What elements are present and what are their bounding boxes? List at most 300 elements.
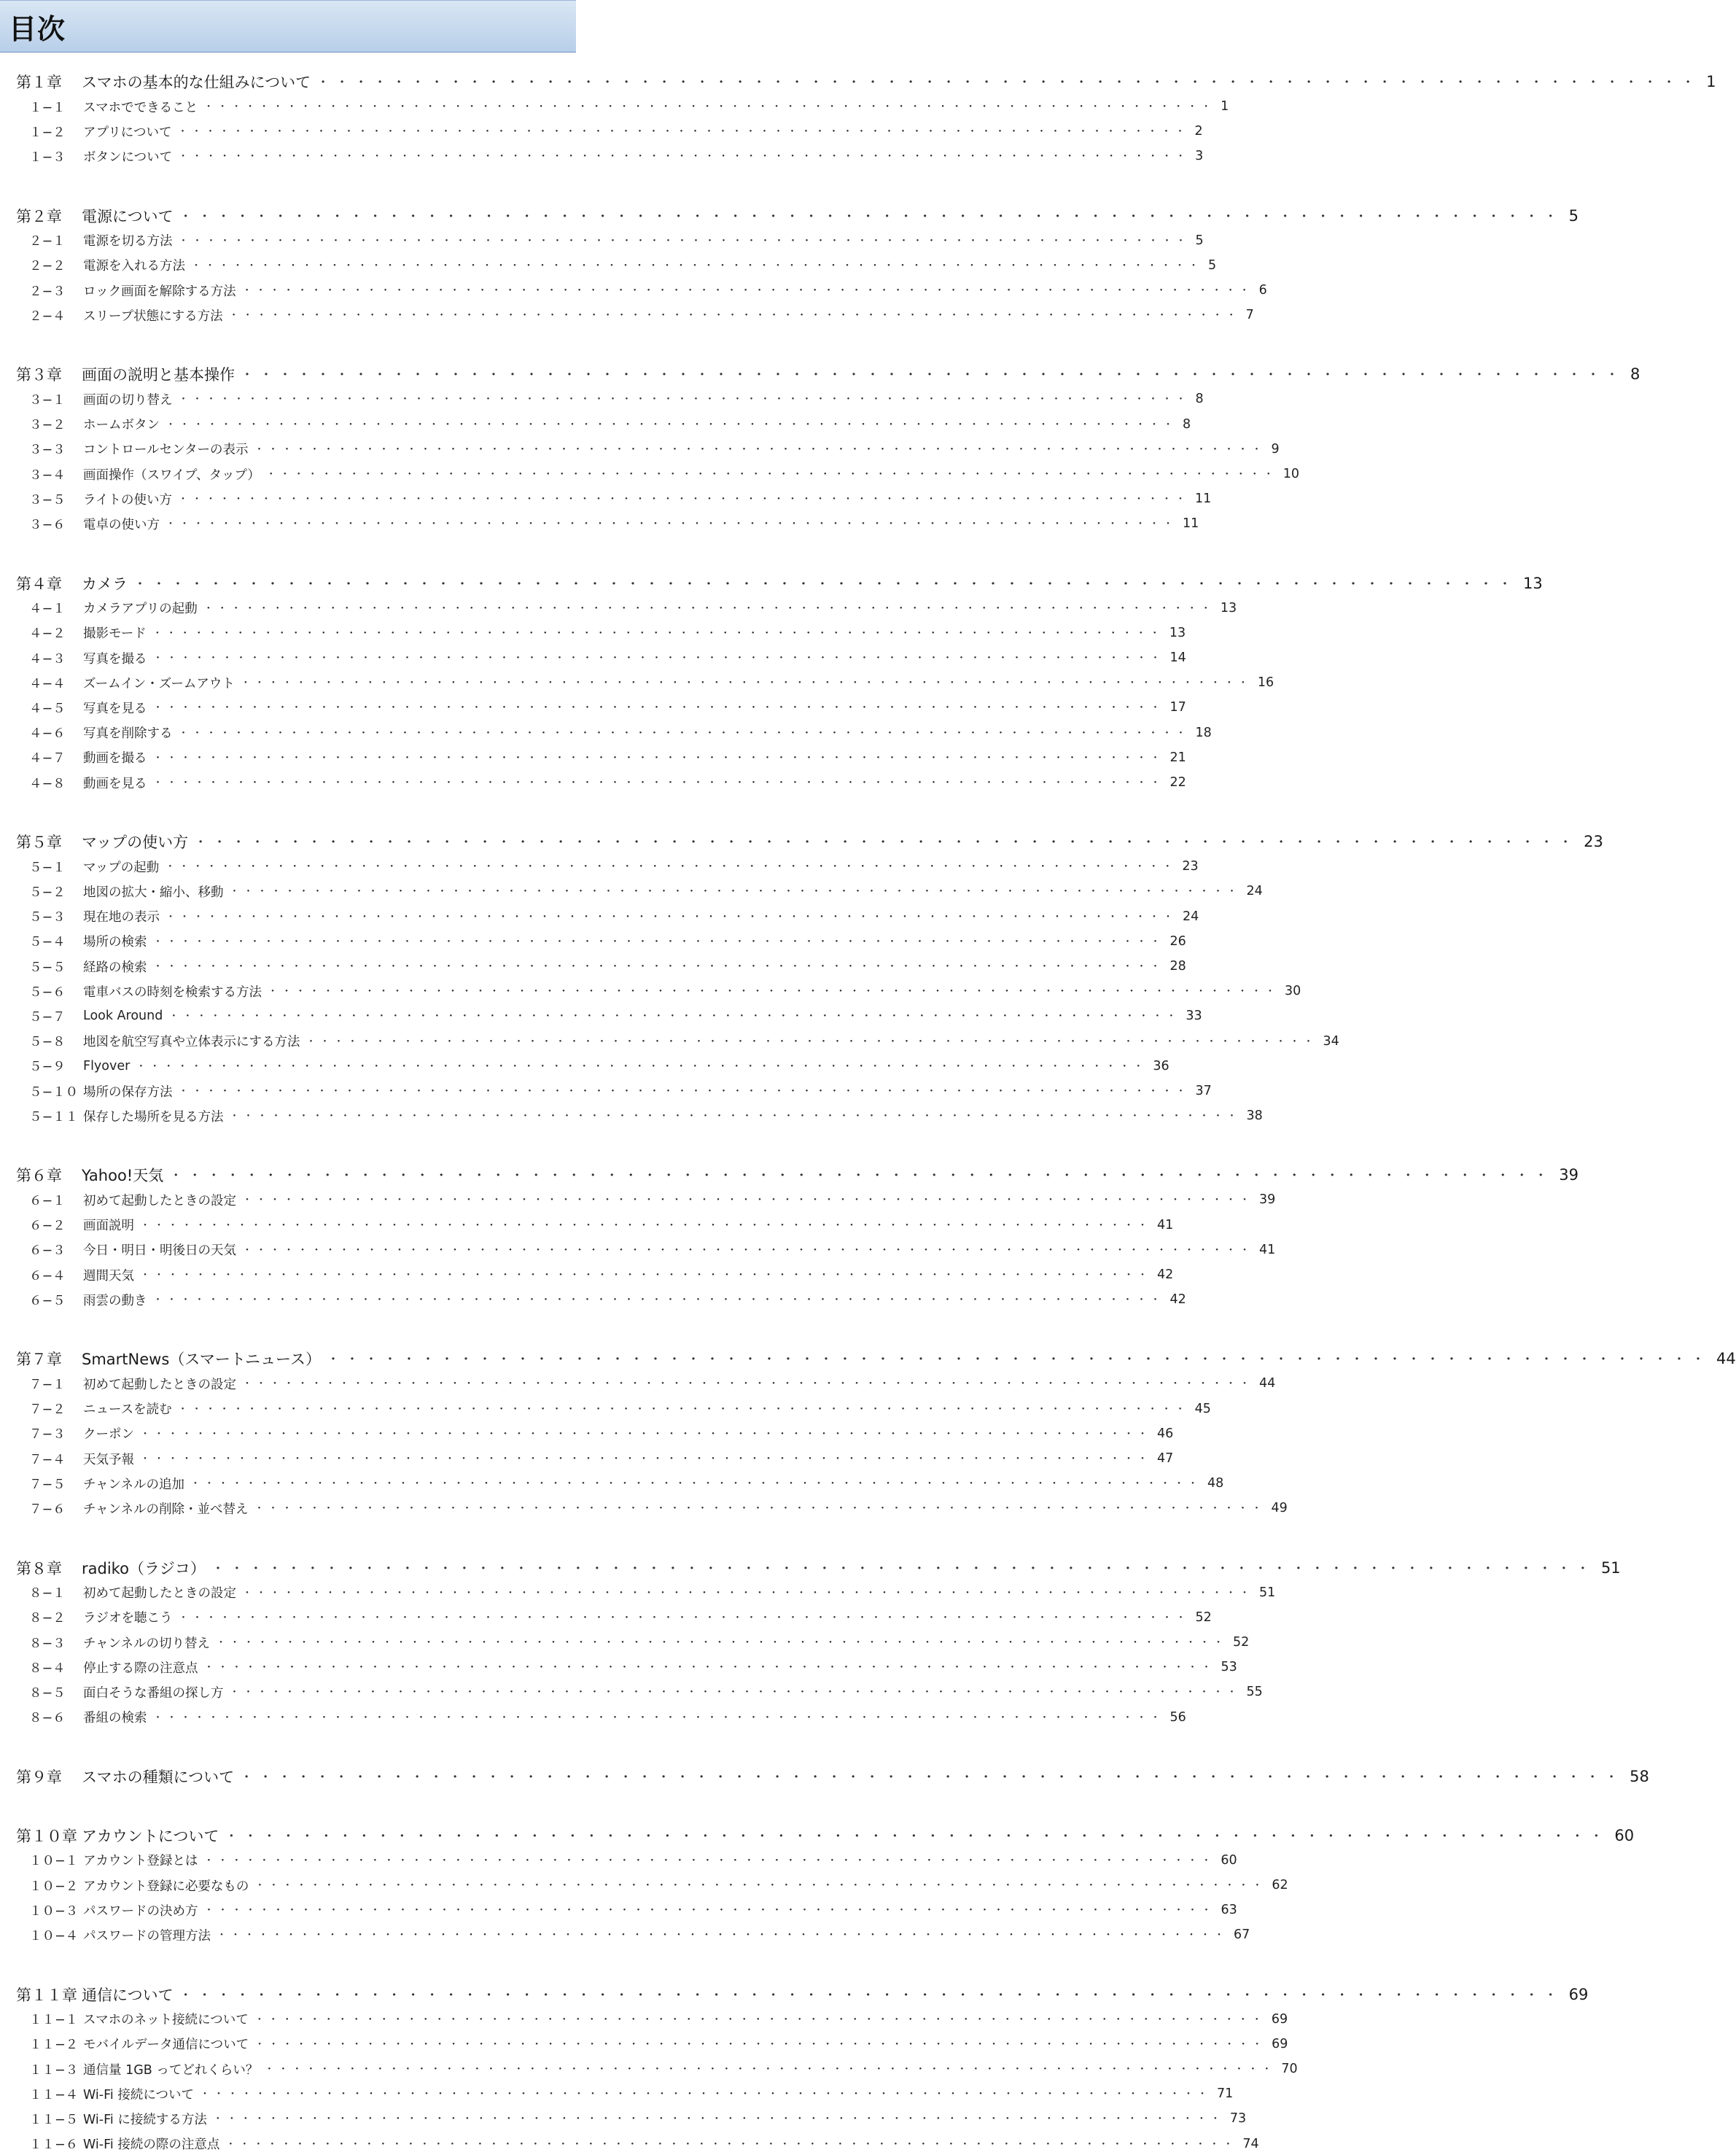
section-page-number: 17 [1169, 700, 1186, 715]
section-row [0, 1189, 1276, 1211]
section-row [0, 597, 1237, 619]
leader-dots: ・・・・・・・・・・・・・・・・・・・・・・・・・・・・・・・・・・・・・・・・・・・・・・・・・・・・・・・・・・・・・・・・・・・・・・・・・ [166, 519, 1177, 531]
section-page-number: 9 [1271, 441, 1280, 457]
chapter-row [0, 572, 1543, 595]
leader-dots: ・・・・・・・・・・・・・・・・・・・・・・・・・・・・・・・・・・・・・・・・・・・・・・・・・・・・・・・・・・・・・・・・・・・・・・・・・ [178, 235, 1190, 247]
leader-dots: ・・・・・・・・・・・・・・・・・・・・・・・・・・・・・・・・・・・・・・・・・・・・・・・・・・・・・・・・・・・・・・・・・・・・・・・・・ [152, 752, 1164, 764]
chapter-page-number: 60 [1614, 1826, 1635, 1844]
leader-dots: ・・・・・・・・・・・・・・・・・・・・・・・・・・・・・・・・・・・・・・・・・・・・・・・・・・・・・・・・・・・・・・・・・・・・・・・・・ [178, 394, 1190, 406]
chapter-row [0, 1983, 1589, 2006]
section-page-number: 7 [1245, 308, 1254, 323]
section-title: パスワードの決め方 [83, 1903, 198, 1919]
section-title: 保存した場所を見る方法 [83, 1109, 224, 1125]
section-page-number: 30 [1285, 984, 1301, 999]
section-title: 動画を見る [83, 776, 147, 791]
section-row [0, 1497, 1288, 1519]
section-page-number: 74 [1242, 2136, 1259, 2151]
leader-dots: ・・・・・・・・・・・・・・・・・・・・・・・・・・・・・・・・・・・・・・・・・・・・・・・・・・・・・・・・・・・・・・・・・・・・・・・・・ [217, 1930, 1228, 1942]
section-row [0, 1030, 1339, 1052]
chapter-page-number: 51 [1600, 1558, 1621, 1577]
section-title: 天気予報 [83, 1452, 134, 1467]
section-title: 画面の切り替え [83, 392, 173, 408]
section-title: チャンネルの追加 [83, 1477, 184, 1492]
section-title: アカウント登録とは [83, 1854, 198, 1869]
leader-dots: ・・・・・・・・・・・・・・・・・・・・・・・・・・・・・・・・・・・・・・・・・・・・・・・・・・・・・・・・・・・・・・・・・・・・・・・・・ [229, 886, 1241, 898]
section-number: ４−２ [29, 626, 66, 642]
leader-dots: ・・・・・・・・・・・・・・・・・・・・・・・・・・・・・・・・・・・・・・・・・・・・・・・・・・・・・・・・・・・・・・・・・・・・・・・・・ [242, 1587, 1253, 1599]
section-title: チャンネルの切り替え [83, 1636, 210, 1651]
section-page-number: 16 [1257, 675, 1274, 691]
chapter-number: 第１０章 [16, 1827, 77, 1845]
section-number: ２−３ [29, 284, 66, 299]
section-title: 写真を削除する [83, 726, 173, 742]
section-number: ３−４ [29, 467, 66, 483]
section-row [0, 1264, 1174, 1286]
chapter-number: 第９章 [16, 1768, 62, 1786]
section-page-number: 60 [1221, 1852, 1237, 1868]
section-title: 現在地の表示 [83, 910, 160, 925]
title-bar [0, 0, 576, 53]
section-row [0, 279, 1267, 301]
section-page-number: 1 [1221, 99, 1229, 114]
section-number: ７−５ [29, 1477, 66, 1492]
leader-dots: ・・・・・・・・・・・・・・・・・・・・・・・・・・・・・・・・・・・・・・・・・・・・・・・・・・・・・・・・・・・・・・・・・・・・・・・・・ [254, 1503, 1266, 1515]
leader-dots: ・・・・・・・・・・・・・・・・・・・・・・・・・・・・・・・・・・・・・・・・・・・・・・・・・・・・・・・・・・・・・・・・・・・・・・・・・ [203, 1662, 1215, 1674]
section-number: ３−１ [29, 392, 66, 408]
section-row [0, 145, 1204, 167]
section-page-number: 47 [1157, 1451, 1174, 1466]
chapter-number: 第１１章 [16, 1986, 77, 2004]
section-page-number: 33 [1186, 1009, 1202, 1024]
section-row [0, 1239, 1276, 1261]
section-title: 地図を航空写真や立体表示にする方法 [83, 1035, 300, 1050]
leader-dots: ・・・・・・・・・・・・・・・・・・・・・・・・・・・・・・・・・・・・・・・・・・・・・・・・・・・・・・・・・・・・・・・・・・・・・・・・・ [191, 260, 1202, 272]
leader-dots: ・・・・・・・・・・・・・・・・・・・・・・・・・・・・・・・・・・・・・・・・・・・・・・・・・・・・・・・・・・・・・・・・・・・・・・・・・ [229, 1687, 1241, 1699]
section-number: ４−８ [29, 776, 66, 791]
section-page-number: 24 [1183, 909, 1199, 924]
section-row [0, 1924, 1250, 1946]
leader-dots: ・・・・・・・・・・・・・・・・・・・・・・・・・・・・・・・・・・・・・・・・・・・・・・・・・・・・・・・・・・・・・・・・・・・・・・・・・ [254, 2038, 1266, 2051]
section-row [0, 1656, 1237, 1678]
section-page-number: 52 [1232, 1635, 1250, 1650]
section-title: ロック画面を解除する方法 [83, 284, 236, 299]
section-number: ７−４ [29, 1452, 66, 1467]
leader-dots: ・・・・・・・・・・・・・・・・・・・・・・・・・・・・・・・・・・・・・・・・・・・・・・・・・・・・・・・・・・・・・・・・・・・・・・・・・ [211, 1561, 1595, 1577]
leader-dots: ・・・・・・・・・・・・・・・・・・・・・・・・・・・・・・・・・・・・・・・・・・・・・・・・・・・・・・・・・・・・・・・・・・・・・・・・・ [268, 986, 1279, 998]
chapter-number: 第１章 [16, 74, 62, 91]
chapter-number: 第５章 [16, 834, 62, 852]
section-number: １−２ [29, 125, 66, 140]
section-page-number: 38 [1246, 1108, 1263, 1124]
section-number: ３−５ [29, 492, 66, 508]
chapter-page-number: 13 [1523, 574, 1543, 592]
section-number: ５−１０ [29, 1084, 79, 1100]
section-number: ７−２ [29, 1402, 66, 1418]
leader-dots: ・・・・・・・・・・・・・・・・・・・・・・・・・・・・・・・・・・・・・・・・・・・・・・・・・・・・・・・・・・・・・・・・・・・・・・・・・ [152, 653, 1164, 664]
section-row [0, 955, 1186, 977]
section-number: ４−７ [29, 751, 66, 766]
page-title: 目次 [9, 13, 66, 45]
section-number: ５−１１ [29, 1109, 79, 1125]
leader-dots: ・・・・・・・・・・・・・・・・・・・・・・・・・・・・・・・・・・・・・・・・・・・・・・・・・・・・・・・・・・・・・・・・・・・・・・・・・ [305, 1036, 1317, 1048]
section-page-number: 49 [1271, 1501, 1288, 1516]
section-row [0, 488, 1212, 510]
leader-dots: ・・・・・・・・・・・・・・・・・・・・・・・・・・・・・・・・・・・・・・・・・・・・・・・・・・・・・・・・・・・・・・・・・・・・・・・・・ [178, 727, 1190, 739]
chapter-page-number: 8 [1630, 365, 1640, 384]
leader-dots: ・・・・・・・・・・・・・・・・・・・・・・・・・・・・・・・・・・・・・・・・・・・・・・・・・・・・・・・・・・・・・・・・・・・・・・・・・ [254, 1880, 1266, 1892]
section-number: １１−１ [29, 2013, 79, 2028]
chapter-title: スマホの種類について [82, 1768, 235, 1786]
section-row [0, 855, 1199, 877]
section-page-number: 34 [1323, 1033, 1339, 1049]
section-number: ８−４ [29, 1661, 66, 1676]
section-page-number: 10 [1282, 467, 1300, 481]
section-number: １１−４ [29, 2087, 79, 2102]
section-row [0, 722, 1212, 744]
section-title: 週間天気 [83, 1268, 134, 1284]
section-page-number: 45 [1194, 1401, 1211, 1416]
section-title: 電卓の使い方 [83, 517, 160, 532]
section-title: ライトの使い方 [83, 492, 172, 508]
section-number: １−３ [29, 150, 66, 165]
section-page-number: 11 [1183, 516, 1199, 532]
section-page-number: 22 [1169, 775, 1186, 790]
leader-dots: ・・・・・・・・・・・・・・・・・・・・・・・・・・・・・・・・・・・・・・・・・・・・・・・・・・・・・・・・・・・・・・・・・・・・・・・・・ [133, 576, 1517, 592]
section-title: 場所の検索 [83, 935, 147, 950]
section-number: ７−３ [29, 1427, 66, 1443]
section-row [0, 1080, 1212, 1102]
leader-dots: ・・・・・・・・・・・・・・・・・・・・・・・・・・・・・・・・・・・・・・・・・・・・・・・・・・・・・・・・・・・・・・・・・・・・・・・・・ [316, 75, 1701, 90]
section-row [0, 931, 1186, 952]
section-title: マップの起動 [83, 860, 160, 875]
section-number: ５−９ [29, 1060, 66, 1075]
section-row [0, 1372, 1276, 1394]
section-row [0, 2033, 1288, 2055]
section-row [0, 1874, 1288, 1896]
section-page-number: 53 [1221, 1660, 1237, 1675]
section-row [0, 672, 1274, 694]
leader-dots: ・・・・・・・・・・・・・・・・・・・・・・・・・・・・・・・・・・・・・・・・・・・・・・・・・・・・・・・・・・・・・・・・・・・・・・・・・ [178, 151, 1190, 163]
leader-dots: ・・・・・・・・・・・・・・・・・・・・・・・・・・・・・・・・・・・・・・・・・・・・・・・・・・・・・・・・・・・・・・・・・・・・・・・・・ [242, 1244, 1253, 1257]
section-number: ８−２ [29, 1611, 66, 1626]
section-row [0, 1398, 1211, 1420]
section-number: ５−１ [29, 860, 66, 875]
leader-dots: ・・・・・・・・・・・・・・・・・・・・・・・・・・・・・・・・・・・・・・・・・・・・・・・・・・・・・・・・・・・・・・・・・・・・・・・・・ [152, 777, 1164, 789]
chapter-title: マップの使い方 [82, 834, 189, 852]
leader-dots: ・・・・・・・・・・・・・・・・・・・・・・・・・・・・・・・・・・・・・・・・・・・・・・・・・・・・・・・・・・・・・・・・・・・・・・・・・ [190, 1478, 1202, 1491]
leader-dots: ・・・・・・・・・・・・・・・・・・・・・・・・・・・・・・・・・・・・・・・・・・・・・・・・・・・・・・・・・・・・・・・・・・・・・・・・・ [152, 936, 1164, 948]
leader-dots: ・・・・・・・・・・・・・・・・・・・・・・・・・・・・・・・・・・・・・・・・・・・・・・・・・・・・・・・・・・・・・・・・・・・・・・・・・ [199, 2089, 1211, 2101]
leader-dots: ・・・・・・・・・・・・・・・・・・・・・・・・・・・・・・・・・・・・・・・・・・・・・・・・・・・・・・・・・・・・・・・・・・・・・・・・・ [178, 1086, 1190, 1098]
section-page-number: 62 [1272, 1878, 1288, 1892]
leader-dots: ・・・・・・・・・・・・・・・・・・・・・・・・・・・・・・・・・・・・・・・・・・・・・・・・・・・・・・・・・・・・・・・・・・・・・・・・・ [177, 126, 1189, 139]
section-page-number: 11 [1194, 492, 1212, 507]
leader-dots: ・・・・・・・・・・・・・・・・・・・・・・・・・・・・・・・・・・・・・・・・・・・・・・・・・・・・・・・・・・・・・・・・・・・・・・・・・ [152, 627, 1164, 640]
leader-dots: ・・・・・・・・・・・・・・・・・・・・・・・・・・・・・・・・・・・・・・・・・・・・・・・・・・・・・・・・・・・・・・・・・・・・・・・・・ [166, 911, 1177, 923]
chapter-title: radiko（ラジコ） [82, 1559, 206, 1577]
section-title: 場所の保存方法 [83, 1084, 173, 1100]
section-number: １０−２ [29, 1879, 79, 1894]
section-page-number: 69 [1272, 2036, 1288, 2051]
section-title: 今日・明日・明後日の天気 [83, 1243, 236, 1259]
section-page-number: 2 [1194, 124, 1203, 139]
section-title: アプリについて [83, 125, 172, 140]
section-row [0, 1607, 1212, 1628]
section-page-number: 71 [1216, 2086, 1234, 2102]
chapter-title: アカウントについて [82, 1827, 219, 1845]
section-row [0, 96, 1229, 117]
section-page-number: 13 [1220, 600, 1237, 616]
section-number: ２−２ [29, 259, 66, 274]
section-number: １１−５ [29, 2112, 79, 2127]
chapter-page-number: 23 [1584, 833, 1603, 851]
section-row [0, 230, 1204, 252]
section-title: モバイルデータ通信について [83, 2038, 249, 2053]
chapter-number: 第８章 [16, 1559, 62, 1577]
section-title: 画面操作（スワイプ、タップ） [83, 467, 260, 483]
section-title: 番組の検索 [83, 1711, 147, 1726]
section-number: ６−５ [29, 1293, 66, 1308]
section-number: １１−６ [29, 2137, 79, 2153]
chapter-row [0, 1824, 1635, 1847]
leader-dots: ・・・・・・・・・・・・・・・・・・・・・・・・・・・・・・・・・・・・・・・・・・・・・・・・・・・・・・・・・・・・・・・・・・・・・・・・・ [240, 1769, 1624, 1785]
section-row [0, 1448, 1174, 1469]
chapter-row [0, 70, 1716, 93]
section-title: Wi-Fi 接続について [83, 2087, 194, 2102]
leader-dots: ・・・・・・・・・・・・・・・・・・・・・・・・・・・・・・・・・・・・・・・・・・・・・・・・・・・・・・・・・・・・・・・・・・・・・・・・・ [165, 861, 1177, 874]
section-title: 停止する際の注意点 [83, 1661, 198, 1676]
section-title: 地図の拡大・縮小、移動 [83, 885, 224, 900]
section-number: ８−３ [29, 1636, 66, 1651]
section-page-number: 23 [1182, 859, 1199, 874]
section-number: ５−７ [29, 1009, 66, 1025]
chapter-page-number: 44 [1716, 1350, 1736, 1368]
chapter-row [0, 830, 1603, 853]
section-title: スマホのネット接続について [83, 2013, 249, 2028]
chapter-number: 第７章 [16, 1351, 62, 1369]
section-number: １１−３ [29, 2062, 79, 2078]
section-number: ５−８ [29, 1035, 66, 1050]
section-page-number: 42 [1169, 1292, 1186, 1308]
section-page-number: 28 [1169, 959, 1186, 974]
section-row [0, 1289, 1186, 1311]
section-page-number: 41 [1259, 1242, 1276, 1257]
section-number: ５−２ [29, 885, 66, 900]
section-row [0, 304, 1254, 326]
section-row [0, 2083, 1234, 2105]
chapter-page-number: 1 [1706, 73, 1716, 90]
section-title: ボタンについて [83, 150, 173, 165]
chapter-row [0, 204, 1579, 228]
section-page-number: 39 [1259, 1192, 1276, 1208]
section-title: 写真を見る [83, 701, 147, 716]
section-number: ６−２ [29, 1219, 66, 1234]
section-title: 画面説明 [83, 1219, 134, 1234]
section-row [0, 906, 1199, 928]
section-row [0, 1681, 1263, 1703]
section-page-number: 52 [1195, 1610, 1212, 1625]
section-title: コントロールセンターの表示 [83, 443, 249, 458]
section-number: ４−４ [29, 676, 66, 691]
section-page-number: 8 [1183, 416, 1191, 432]
section-number: １０−４ [29, 1928, 79, 1944]
leader-dots: ・・・・・・・・・・・・・・・・・・・・・・・・・・・・・・・・・・・・・・・・・・・・・・・・・・・・・・・・・・・・・・・・・・・・・・・・・ [168, 1011, 1180, 1023]
section-title: 雨雲の動き [83, 1293, 147, 1308]
leader-dots: ・・・・・・・・・・・・・・・・・・・・・・・・・・・・・・・・・・・・・・・・・・・・・・・・・・・・・・・・・・・・・・・・・・・・・・・・・ [152, 1712, 1164, 1724]
leader-dots: ・・・・・・・・・・・・・・・・・・・・・・・・・・・・・・・・・・・・・・・・・・・・・・・・・・・・・・・・・・・・・・・・・・・・・・・・・ [242, 1378, 1253, 1391]
chapter-number: 第４章 [16, 575, 62, 593]
section-page-number: 18 [1195, 725, 1212, 740]
section-title: ラジオを聴こう [83, 1611, 173, 1626]
section-number: ６−４ [29, 1268, 66, 1284]
section-number: ２−１ [29, 234, 66, 249]
section-number: ４−６ [29, 726, 66, 742]
section-number: ５−６ [29, 985, 66, 1000]
section-number: ４−１ [29, 602, 66, 617]
section-row [0, 1706, 1186, 1728]
section-number: ８−６ [29, 1711, 66, 1726]
section-number: ３−３ [29, 443, 66, 458]
section-number: ５−５ [29, 960, 66, 975]
section-number: ６−１ [29, 1193, 66, 1208]
leader-dots: ・・・・・・・・・・・・・・・・・・・・・・・・・・・・・・・・・・・・・・・・・・・・・・・・・・・・・・・・・・・・・・・・・・・・・・・・・ [140, 1219, 1151, 1232]
section-page-number: 5 [1195, 233, 1204, 248]
chapter-row [0, 1163, 1579, 1187]
section-page-number: 73 [1229, 2111, 1247, 2127]
section-page-number: 56 [1169, 1709, 1186, 1725]
section-page-number: 3 [1195, 149, 1204, 164]
leader-dots: ・・・・・・・・・・・・・・・・・・・・・・・・・・・・・・・・・・・・・・・・・・・・・・・・・・・・・・・・・・・・・・・・・・・・・・・・・ [254, 2014, 1266, 2026]
leader-dots: ・・・・・・・・・・・・・・・・・・・・・・・・・・・・・・・・・・・・・・・・・・・・・・・・・・・・・・・・・・・・・・・・・・・・・・・・・ [136, 1060, 1148, 1073]
leader-dots: ・・・・・・・・・・・・・・・・・・・・・・・・・・・・・・・・・・・・・・・・・・・・・・・・・・・・・・・・・・・・・・・・・・・・・・・・・ [140, 1270, 1151, 1281]
section-row [0, 772, 1186, 793]
leader-dots: ・・・・・・・・・・・・・・・・・・・・・・・・・・・・・・・・・・・・・・・・・・・・・・・・・・・・・・・・・・・・・・・・・・・・・・・・・ [203, 602, 1215, 615]
section-page-number: 70 [1281, 2062, 1298, 2076]
section-title: パスワードの管理方法 [83, 1928, 211, 1944]
section-title: 経路の検索 [83, 960, 147, 975]
section-page-number: 14 [1169, 651, 1186, 665]
leader-dots: ・・・・・・・・・・・・・・・・・・・・・・・・・・・・・・・・・・・・・・・・・・・・・・・・・・・・・・・・・・・・・・・・・・・・・・・・・ [241, 285, 1253, 297]
section-row [0, 463, 1300, 485]
section-number: １０−１ [29, 1854, 79, 1869]
leader-dots: ・・・・・・・・・・・・・・・・・・・・・・・・・・・・・・・・・・・・・・・・・・・・・・・・・・・・・・・・・・・・・・・・・・・・・・・・・ [241, 368, 1624, 384]
section-title: Wi-Fi に接続する方法 [83, 2112, 207, 2127]
leader-dots: ・・・・・・・・・・・・・・・・・・・・・・・・・・・・・・・・・・・・・・・・・・・・・・・・・・・・・・・・・・・・・・・・・・・・・・・・・ [203, 101, 1215, 113]
section-row [0, 647, 1186, 669]
section-page-number: 5 [1208, 257, 1217, 273]
section-number: １１−２ [29, 2038, 79, 2053]
section-row [0, 1472, 1224, 1494]
section-row [0, 1423, 1174, 1445]
leader-dots: ・・・・・・・・・・・・・・・・・・・・・・・・・・・・・・・・・・・・・・・・・・・・・・・・・・・・・・・・・・・・・・・・・・・・・・・・・ [228, 310, 1240, 322]
leader-dots: ・・・・・・・・・・・・・・・・・・・・・・・・・・・・・・・・・・・・・・・・・・・・・・・・・・・・・・・・・・・・・・・・・・・・・・・・・ [203, 1855, 1215, 1867]
section-page-number: 48 [1207, 1476, 1224, 1491]
section-row [0, 1899, 1237, 1921]
section-page-number: 51 [1259, 1585, 1276, 1600]
chapter-title: 電源について [82, 207, 174, 225]
leader-dots: ・・・・・・・・・・・・・・・・・・・・・・・・・・・・・・・・・・・・・・・・・・・・・・・・・・・・・・・・・・・・・・・・・・・・・・・・・ [203, 1905, 1215, 1917]
leader-dots: ・・・・・・・・・・・・・・・・・・・・・・・・・・・・・・・・・・・・・・・・・・・・・・・・・・・・・・・・・・・・・・・・・・・・・・・・・ [265, 469, 1277, 481]
section-page-number: 26 [1169, 933, 1186, 949]
section-title: 通信量 1GB ってどれくらい？ [83, 2062, 259, 2078]
chapter-row [0, 1556, 1621, 1580]
section-number: ３−２ [29, 418, 66, 433]
section-row [0, 1631, 1250, 1653]
leader-dots: ・・・・・・・・・・・・・・・・・・・・・・・・・・・・・・・・・・・・・・・・・・・・・・・・・・・・・・・・・・・・・・・・・・・・・・・・・ [177, 1403, 1189, 1416]
chapter-page-number: 58 [1630, 1767, 1649, 1785]
section-row [0, 747, 1186, 769]
section-title: スマホでできること [83, 100, 198, 115]
section-row [0, 1214, 1174, 1236]
section-title: 電源を入れる方法 [83, 259, 185, 274]
chapter-title: 通信について [82, 1986, 174, 2004]
leader-dots: ・・・・・・・・・・・・・・・・・・・・・・・・・・・・・・・・・・・・・・・・・・・・・・・・・・・・・・・・・・・・・・・・・・・・・・・・・ [140, 1453, 1151, 1465]
leader-dots: ・・・・・・・・・・・・・・・・・・・・・・・・・・・・・・・・・・・・・・・・・・・・・・・・・・・・・・・・・・・・・・・・・・・・・・・・・ [179, 1987, 1563, 2003]
leader-dots: ・・・・・・・・・・・・・・・・・・・・・・・・・・・・・・・・・・・・・・・・・・・・・・・・・・・・・・・・・・・・・・・・・・・・・・・・・ [177, 494, 1189, 506]
section-number: ５−４ [29, 935, 66, 950]
section-page-number: 37 [1195, 1084, 1212, 1098]
leader-dots: ・・・・・・・・・・・・・・・・・・・・・・・・・・・・・・・・・・・・・・・・・・・・・・・・・・・・・・・・・・・・・・・・・・・・・・・・・ [152, 961, 1164, 973]
section-page-number: 44 [1259, 1376, 1276, 1391]
section-row [0, 120, 1203, 142]
section-page-number: 6 [1258, 283, 1267, 298]
section-row [0, 438, 1280, 460]
leader-dots: ・・・・・・・・・・・・・・・・・・・・・・・・・・・・・・・・・・・・・・・・・・・・・・・・・・・・・・・・・・・・・・・・・・・・・・・・・ [179, 209, 1563, 225]
leader-dots: ・・・・・・・・・・・・・・・・・・・・・・・・・・・・・・・・・・・・・・・・・・・・・・・・・・・・・・・・・・・・・・・・・・・・・・・・・ [212, 2113, 1224, 2126]
chapter-page-number: 69 [1568, 1985, 1589, 2003]
section-page-number: 8 [1195, 392, 1204, 407]
chapter-number: 第２章 [16, 207, 62, 225]
section-page-number: 24 [1246, 884, 1263, 899]
section-page-number: 41 [1157, 1217, 1174, 1232]
leader-dots: ・・・・・・・・・・・・・・・・・・・・・・・・・・・・・・・・・・・・・・・・・・・・・・・・・・・・・・・・・・・・・・・・・・・・・・・・・ [169, 1168, 1554, 1184]
section-page-number: 13 [1169, 625, 1186, 640]
section-title: ニュースを読む [83, 1402, 172, 1418]
section-page-number: 42 [1157, 1267, 1174, 1282]
leader-dots: ・・・・・・・・・・・・・・・・・・・・・・・・・・・・・・・・・・・・・・・・・・・・・・・・・・・・・・・・・・・・・・・・・・・・・・・・・ [254, 443, 1266, 456]
section-row [0, 2108, 1247, 2129]
leader-dots: ・・・・・・・・・・・・・・・・・・・・・・・・・・・・・・・・・・・・・・・・・・・・・・・・・・・・・・・・・・・・・・・・・・・・・・・・・ [152, 702, 1164, 715]
section-title: 撮影モード [83, 626, 147, 642]
leader-dots: ・・・・・・・・・・・・・・・・・・・・・・・・・・・・・・・・・・・・・・・・・・・・・・・・・・・・・・・・・・・・・・・・・・・・・・・・・ [225, 1828, 1609, 1844]
section-title: 初めて起動したときの設定 [83, 1586, 236, 1601]
leader-dots: ・・・・・・・・・・・・・・・・・・・・・・・・・・・・・・・・・・・・・・・・・・・・・・・・・・・・・・・・・・・・・・・・・・・・・・・・・ [229, 1111, 1241, 1123]
chapter-title: カメラ [82, 575, 128, 593]
section-row [0, 2058, 1298, 2080]
section-number: ７−１ [29, 1377, 66, 1392]
section-title: 面白そうな番組の探し方 [83, 1685, 224, 1701]
leader-dots: ・・・・・・・・・・・・・・・・・・・・・・・・・・・・・・・・・・・・・・・・・・・・・・・・・・・・・・・・・・・・・・・・・・・・・・・・・ [242, 1195, 1253, 1207]
section-title: アカウント登録に必要なもの [83, 1879, 249, 1894]
chapter-title: SmartNews（スマートニュース） [82, 1351, 321, 1369]
section-title: Look Around [83, 1009, 163, 1024]
chapter-row [0, 362, 1640, 386]
section-row [0, 255, 1217, 276]
section-number: ２−４ [29, 308, 66, 324]
section-number: ４−３ [29, 651, 66, 667]
section-row [0, 388, 1204, 410]
section-page-number: 55 [1246, 1685, 1263, 1700]
chapter-title: 画面の説明と基本操作 [82, 366, 235, 384]
section-title: 初めて起動したときの設定 [83, 1377, 236, 1392]
section-title: 写真を撮る [83, 651, 147, 667]
section-number: ３−６ [29, 517, 66, 532]
leader-dots: ・・・・・・・・・・・・・・・・・・・・・・・・・・・・・・・・・・・・・・・・・・・・・・・・・・・・・・・・・・・・・・・・・・・・・・・・・ [264, 2064, 1276, 2076]
leader-dots: ・・・・・・・・・・・・・・・・・・・・・・・・・・・・・・・・・・・・・・・・・・・・・・・・・・・・・・・・・・・・・・・・・・・・・・・・・ [178, 1612, 1190, 1624]
leader-dots: ・・・・・・・・・・・・・・・・・・・・・・・・・・・・・・・・・・・・・・・・・・・・・・・・・・・・・・・・・・・・・・・・・・・・・・・・・ [225, 2138, 1237, 2151]
section-number: ７−６ [29, 1502, 66, 1517]
section-number: ８−５ [29, 1685, 66, 1701]
